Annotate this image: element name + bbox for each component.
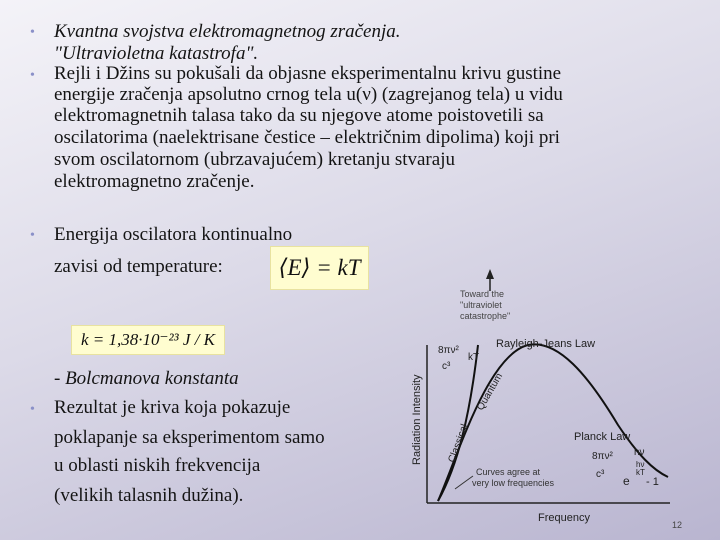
planck-num: 8πν²	[592, 451, 613, 462]
bullet-2-line-4: oscilatorima (naelektrisane čestice – električnim dipolima) koji pri	[54, 127, 560, 148]
result-line-2: poklapanje sa eksperimentom samo	[54, 427, 325, 448]
y-axis-label: Radiation Intensity	[411, 374, 423, 465]
bullet-1-marker: •	[30, 25, 35, 40]
page-number: 12	[672, 520, 683, 530]
toward-label-1: Toward the	[460, 289, 505, 299]
radiation-graph	[398, 265, 720, 540]
result-line-1: Rezultat je kriva koja pokazuje	[54, 397, 291, 418]
result-line-4: (velikih talasnih dužina).	[54, 485, 244, 506]
agree-label-2: very low frequencies	[472, 478, 555, 488]
classical-label: Classical	[446, 422, 471, 465]
result-line-3: u oblasti niskih frekvencija	[54, 455, 261, 476]
boltzmann-label: - Bolcmanova konstanta	[54, 368, 239, 389]
toward-label-2: "ultraviolet	[460, 300, 502, 310]
bullet-2-line-1: Rejli i Džins su pokušali da objasne eksperimentalnu krivu gustine	[54, 63, 562, 84]
planck-exp-den: kT	[636, 468, 645, 477]
rj-formula-den: c³	[442, 361, 451, 372]
bullet-2-line-6: elektromagnetno zračenje.	[54, 171, 255, 192]
bullet-1-line-1: Kvantna svojstva elektromagnetnog zračenja.	[54, 21, 401, 42]
bullet-3-marker: •	[30, 228, 35, 243]
bullet-3-line-1: Energija oscilatora kontinualno	[54, 224, 293, 245]
bullet-2-marker: •	[30, 68, 35, 83]
quantum-label: Quantum	[475, 371, 506, 413]
planck-e: e	[623, 474, 630, 488]
planck-den: c³	[596, 469, 605, 480]
rj-label: Rayleigh-Jeans Law	[496, 338, 596, 350]
planck-exp-num: hν	[636, 460, 645, 469]
rj-formula-kt: kT	[468, 352, 480, 363]
bullet-2-line-5: svom oscilatornom (ubrzavajućem) kretanju stvaraju	[54, 149, 455, 170]
planck-minus: - 1	[646, 476, 659, 488]
toward-label-3: catastrophe"	[460, 311, 511, 321]
energy-formula: ⟨E⟩ = kT	[270, 246, 369, 290]
agree-label-1: Curves agree at	[476, 467, 541, 477]
bullet-4-marker: •	[30, 402, 35, 417]
bullet-1-line-2: "Ultravioletna katastrofa".	[54, 43, 259, 64]
bullet-2-line-2: energije zračenja apsolutno crnog tela u(ν) (zagrejanog tela) u vidu	[54, 84, 563, 105]
planck-hv: hν	[634, 447, 645, 458]
uv-arrow-head	[486, 269, 494, 279]
agree-arrow	[455, 476, 473, 489]
bullet-2-line-3: elektromagnetnih talasa tako da su njegove atome poistovetili sa	[54, 105, 544, 126]
rj-formula-num: 8πν²	[438, 345, 459, 356]
x-axis-label: Frequency	[538, 512, 590, 524]
bullet-3-line-2: zavisi od temperature:	[54, 256, 223, 277]
planck-label: Planck Law	[574, 431, 631, 443]
boltzmann-formula: k = 1,38·10⁻²³ J / K	[71, 325, 225, 355]
